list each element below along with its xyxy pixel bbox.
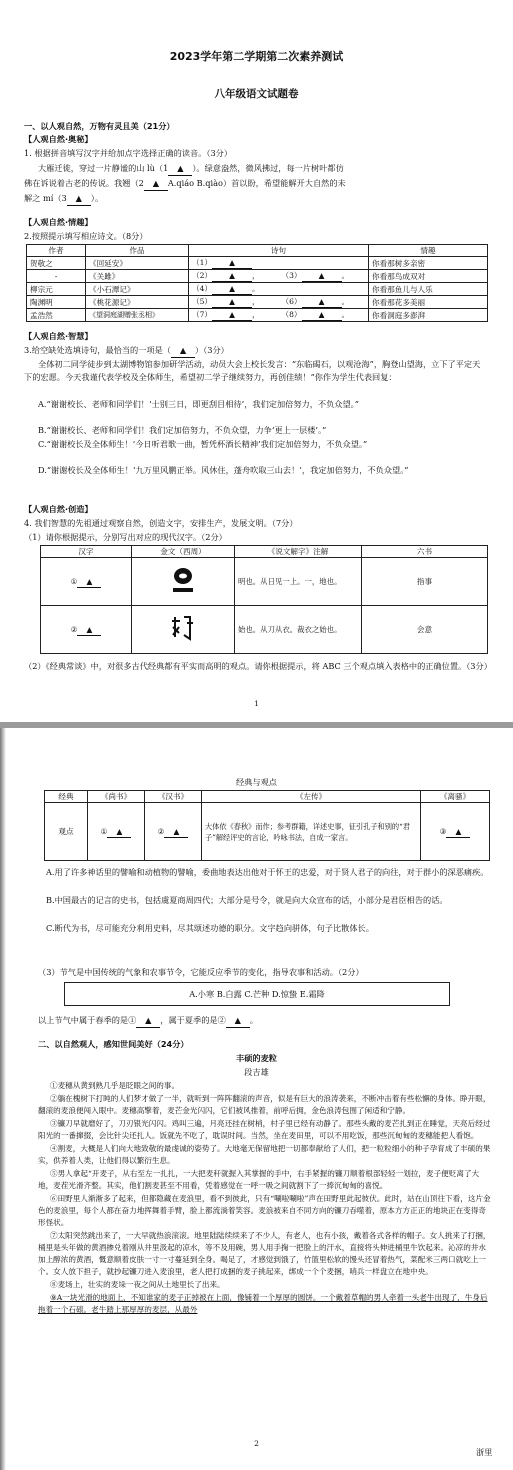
q1-text-a: 大雁迁徙，穿过一片静谧的山 lù（1 — [38, 163, 169, 173]
q1-text-e: 解之 mí（3 — [24, 193, 67, 203]
solar-term-box: A.小寒 B.白露 C.芒种 D.惊蛰 E.霜降 — [64, 982, 450, 1006]
blank-label: ① — [100, 826, 108, 836]
table-row — [27, 270, 488, 283]
answer-blank[interactable]: ▲ — [302, 270, 342, 282]
exam-page-1 — [0, 0, 513, 722]
article-title: 丰硕的麦粒 — [236, 1053, 277, 1063]
solar-term-question — [38, 1014, 258, 1028]
q1-text-b: ）。绿意盎然，微风拂过，每一片树叶都仿 — [192, 163, 344, 173]
paragraph: ⑥田野里人渐渐多了起来，但都隐藏在麦浪里，看不到彼此，只有“唰啦唰啦”声在田野里此起彼伏。此时，站在山顶往下看，这片金色的麦浪里，每个人都在奋力地挥舞着手臂，脸上都流淌着笑容。麦浪被来自不同方向的镰刀吞噬着，原本方方正正的地块正在变得奇形怪状。 — [38, 1194, 491, 1227]
option-c-text: C.断代为书，尽可能充分利用史料，尽其颂述功德的职分。文字趋向骈体，句子比散体长。 — [46, 923, 374, 933]
blank-label: （3） — [281, 271, 302, 280]
q4-sub1: （1）请你根据提示，分别写出对应的现代汉字。（2分） — [24, 532, 227, 542]
page-number: 2 — [254, 1439, 259, 1448]
blank-label: （8） — [281, 310, 302, 319]
paragraph: ④割麦，大概是人们向大地致敬的最虔诚的姿势了。大地毫无保留地把一切都奉献给了人们，把一粒粒细小的种子孕育成了丰硕的果实，供养着人类，让他们得以繁衍生息。 — [38, 1144, 491, 1165]
option-a-text: A.用了许多神话里的譬喻和动植物的譬喻，委曲地表达出他对于怀王的忠爱，对于贤人君子的向往，对于群小的深恶痛疾。 — [46, 867, 489, 877]
exam-title: 2023学年第二学期第二次素养测试 — [169, 50, 344, 63]
q3-context: 全体初二同学徒步到太湖博物馆参加研学活动，动员大会上校长发言：“东临碣石，以观沧海”，胸登山望海，立下了平定天下的宏愿。今天我谨代表学校及全体师生，希望初二学子继续努力，再创佳绩！”你作为学生代表回复： — [24, 359, 481, 382]
table-cell — [41, 606, 132, 654]
table-header: 金文（西周） — [132, 546, 235, 558]
table-header: 作者 — [27, 245, 86, 257]
table-cell — [189, 257, 369, 270]
q1-stem: 1. 根据拼音填写汉字并给加点字选择正确的读音。（3分） — [24, 148, 233, 158]
table-cell — [88, 803, 145, 861]
classics-table — [44, 790, 490, 861]
table-header: 诗句 — [189, 245, 369, 257]
jq-text-a: 以上节气中属于春季的是① — [38, 1015, 137, 1025]
paragraph: ⑦太阳突然跳出来了，一大早就热浪滚滚。地里陆陆续续来了不少人，有老人，也有小孩，戴着各式各样的帽子。女人挑来了打捆，桶里是头年做的黄酒掺兑着刚从井里汲起的凉水，等不及用碗，男人用手掬一把脸上的汗水，直接将头伸进桶里牛饮起来。沁凉的井水加上醇浓的黄酒，慨意顺着皮肤一寸一寸蔓延到全身。喝足了，才感觉到饿了，竹篮里松软的馒头还冒着热气，菜配米三两口就吃上一个。女人放下担子，就抄起镰刀进入麦浪里，老人把打成捆的麦子挑起来，绑成一个个麦捆，哨兵一样盘立在地中央。 — [38, 1231, 491, 1276]
sub-heading-zhihui: 【人观自然·智慧】 — [24, 331, 93, 341]
sub-heading-chuangzao: 【人观自然·创造】 — [24, 504, 93, 514]
table-header: 六书 — [362, 546, 488, 558]
q3-blank[interactable]: ▲ — [171, 344, 195, 358]
table-header: 《离骚》 — [421, 791, 490, 803]
table-cell — [132, 558, 235, 606]
jq-text-b: ，属于夏季的是② — [160, 1015, 226, 1025]
paragraph: ⑧麦场上，壮实的麦垛一夜之间从土地里长了出来。 — [50, 1280, 225, 1289]
table-cell: 陶渊明 — [27, 296, 86, 309]
q4-sub2: （2）《经典常谈》中，对很多古代经典都有平实而高明的观点。请你根据提示，将 ABC 三个观点填入表格中的正确位置。（3分） — [24, 661, 492, 671]
table-cell — [145, 803, 202, 861]
table-header-row — [41, 546, 488, 558]
table-header: 《说文解字》注解 — [235, 546, 362, 558]
paragraph: ③镰刀早就磨好了，刀刃银光闪闪。鸡叫三遍，月亮还挂在树梢，村子里已经有动静了。那些头戴的麦芒扎到正在睡觉，天亮后经过阳光的一番撺掇，会比针尖还扎人。饭就先不吃了，耽误时间。当然，坐在麦田里，可以不用吃饭，那些沉甸甸的麦穗能把人看饱。 — [38, 1119, 491, 1140]
q3-stem — [24, 344, 229, 358]
blank-label: ② — [157, 826, 165, 836]
table-cell: （6） ▲ 。 — [279, 296, 369, 309]
table-cell: 始也。从刀从衣。裁衣之始也。 — [235, 606, 362, 654]
table-header: 作品 — [86, 245, 189, 257]
table-cell: 大体依《春秋》而作；参考群籍，详述史事，征引孔子和别的“君子”解经评史的言论，吟咏书法，自成一家言。 — [202, 803, 421, 861]
q3-stem-text: 3.给空缺处选填诗句，最恰当的一项是（ — [24, 345, 171, 355]
table-cell: - — [27, 270, 86, 283]
bronze-glyph-chu-icon — [170, 613, 196, 643]
q3-option-a: A.“谢谢校长、老师和同学们！‘士别三日，即更刮目相待’，我们定加倍努力，不负众望。” — [38, 399, 359, 409]
answer-blank[interactable]: ▲ — [212, 270, 252, 282]
table-cell: （7） ▲ ， — [189, 309, 279, 322]
article-author: 段吉雄 — [244, 1067, 269, 1077]
table-cell: 观点 — [45, 803, 88, 861]
q3-option-b: B.“谢谢校长、老师和同学们！我们定加倍努力，不负众望，力争‘更上一层楼’。” — [38, 425, 327, 435]
table-row — [41, 558, 488, 606]
table-cell: 你看那鱼儿与人乐 — [369, 283, 488, 296]
q2-poem-table — [26, 244, 488, 322]
answer-blank[interactable]: ▲ — [164, 826, 188, 838]
table-cell — [421, 803, 490, 861]
table-cell: 《小石潭记》 — [86, 283, 189, 296]
answer-blank[interactable]: ▲ — [212, 296, 252, 308]
blank-label: （6） — [281, 297, 302, 306]
q1-text-c: 佛在诉说着古老的传说。我翘（2 — [24, 178, 144, 188]
blank-label: （7） — [192, 310, 213, 319]
table-cell — [41, 558, 132, 606]
table-header-row — [45, 791, 490, 803]
table-header: 《左传》 — [202, 791, 421, 803]
summer-blank[interactable]: ▲ — [226, 1014, 250, 1028]
answer-blank[interactable]: ▲ — [212, 283, 252, 295]
paragraph: ⑤男人拿起“开麦子，从右至左一扎扎，一大把麦秆就握入其掌握的手中，右手紧握的镰刀顺着根部轻轻一划拉，麦子便贬离了大地，麦茬光滑齐整。其实，他们割麦甚至不用看，凭着感觉在一呼一吸之间就割下了一捧沉甸甸的喜悦。 — [38, 1169, 480, 1190]
blank-label: ② — [70, 624, 78, 634]
jq-text-c: 。 — [249, 1015, 258, 1025]
answer-blank[interactable]: ▲ — [212, 309, 252, 321]
table-cell: 你看那树多亲密 — [369, 257, 488, 270]
answer-blank[interactable]: ▲ — [446, 826, 470, 838]
answer-blank[interactable]: ▲ — [107, 826, 131, 838]
blank-label: （5） — [192, 297, 213, 306]
q4-stem: 4. 我们智慧的先祖通过观察自然，创造文字，安排生产，发展文明。（7分） — [24, 518, 298, 528]
table-cell — [132, 606, 235, 654]
answer-blank[interactable]: ▲ — [212, 257, 252, 269]
table-cell: 会意 — [362, 606, 488, 654]
table-cell: 你看那花多美丽 — [369, 296, 488, 309]
spring-blank[interactable]: ▲ — [136, 1014, 160, 1028]
q1-line1 — [38, 162, 498, 176]
q3-stem-score: ）（3分） — [195, 345, 229, 355]
blank-label: （4） — [192, 284, 213, 293]
table-header: 经典 — [45, 791, 88, 803]
blank-label: ③ — [439, 826, 447, 836]
paragraph: ①麦穗从黄到熟几乎是眨眼之间的事。 — [50, 1081, 180, 1090]
table-header-row — [27, 245, 488, 257]
q1-blank-3[interactable]: ▲ — [67, 192, 91, 206]
table-header: 汉字 — [41, 546, 132, 558]
table-cell: （2） ▲ ， — [189, 270, 279, 283]
bronze-glyph-dan-icon — [170, 566, 196, 594]
q1-line2 — [24, 177, 346, 191]
table-header: 《尚书》 — [88, 791, 145, 803]
classics-table-title: 经典与观点 — [236, 777, 277, 787]
sub-heading-aomi: 【人观自然·奥秘】 — [24, 134, 93, 144]
table-row — [45, 803, 490, 861]
table-header: 情趣 — [369, 245, 488, 257]
table-header: 《汉书》 — [145, 791, 202, 803]
q1-blank-2[interactable]: ▲ — [144, 177, 168, 191]
table-cell: （4） ▲ 。 — [189, 283, 369, 296]
q1-text-f: ）。 — [90, 193, 104, 203]
table-row — [27, 257, 488, 270]
table-row — [27, 283, 488, 296]
section-1-title: 一、以人观自然，万物有灵且美（21分） — [24, 121, 175, 131]
paragraph: ②躺在槐树下打盹的人们梦才做了一半，就听到一阵阵翻滚的声音，似是有巨大的浪涛袭来，不断冲击着有些松懈的身体。睁开眼，翻滚的麦浪便闯入眼中。麦穗高擎着，麦芒金光闪闪，它们被风推着，前呼后拥，金色浪涛包围了闲适和宁静。 — [38, 1094, 491, 1115]
exam-page-2 — [0, 728, 513, 1470]
page-number: 1 — [254, 699, 259, 708]
blank-label: （2） — [192, 271, 213, 280]
q4-sub3: （3）节气是中国传统的气象和农事节令，它能反应季节的变化，指导农事和活动。（2分） — [38, 967, 364, 977]
table-row — [27, 296, 488, 309]
table-row — [27, 309, 488, 322]
option-b-text: B.中国最古的记言的史书，包括虞夏商周四代；大部分是号令，就是向大众宣布的话，小部分是君臣相告的话。 — [46, 895, 448, 905]
section-2-title: 二、以自然观人，感知世间美好（24分） — [38, 1039, 189, 1049]
table-cell: 《桃花源记》 — [86, 296, 189, 309]
sub-heading-qingqu: 【人观自然·情趣】 — [24, 217, 93, 227]
corner-watermark: 浙里 — [476, 1447, 493, 1457]
q3-option-d: D.“谢谢校长及全体师生！‘九万里风鹏正举。风休住，蓬舟吹取三山去！’，我定加倍努力，不负众望。” — [38, 465, 409, 475]
table-cell: 指事 — [362, 558, 488, 606]
table-cell: 孟浩然 — [27, 309, 86, 322]
blank-label: （1） — [192, 258, 213, 267]
q1-text-d: A.qiáo B.qiào）首以盼，希望能解开大自然的未 — [167, 178, 346, 188]
paragraph-underlined: ⑨A一块光滑的地面上，不知谁家的麦子正掉被在上面，像铺着一个厚厚的圆饼。一个戴着草帽的男人牵着一头老牛出现了，牛身后拖着一个石磙。老牛踏上那厚厚的麦层，从最外 — [38, 1293, 488, 1314]
table-cell: 你看洞庭多澎湃 — [369, 309, 488, 322]
q1-line3 — [24, 192, 103, 206]
q3-option-c: C.“谢谢校长及全体师生！‘今日听君歌一曲，暂凭杯酒长精神’我们定加倍努力，不负众望。” — [38, 439, 368, 449]
table-cell: （8） ▲ 。 — [279, 309, 369, 322]
table-cell: 贺敬之 — [27, 257, 86, 270]
table-cell: （5） ▲ ， — [189, 296, 279, 309]
table-row — [41, 606, 488, 654]
q1-blank-1[interactable]: ▲ — [168, 162, 192, 176]
q2-stem: 2.按照提示填写相应诗文。（8分） — [24, 231, 148, 241]
table-cell: 《望洞庭湖赠张丞相》 — [86, 309, 189, 322]
exam-subtitle: 八年级语文试题卷 — [214, 88, 299, 100]
table-cell: （3） ▲ 。 — [279, 270, 369, 283]
blank-label: ① — [70, 576, 78, 586]
answer-blank[interactable]: ▲ — [77, 624, 101, 636]
table-cell: 《关雎》 — [86, 270, 189, 283]
table-cell: 柳宗元 — [27, 283, 86, 296]
table-cell: 你看那鸟成双对 — [369, 270, 488, 283]
q4-character-table — [40, 545, 488, 654]
article-body — [38, 1080, 492, 1316]
answer-blank[interactable]: ▲ — [77, 576, 101, 588]
table-cell: 《回延安》 — [86, 257, 189, 270]
table-cell: 明也。从日见一上。一，地也。 — [235, 558, 362, 606]
page-edge-shadow — [0, 728, 6, 1470]
answer-blank[interactable]: ▲ — [302, 309, 342, 321]
answer-blank[interactable]: ▲ — [302, 296, 342, 308]
